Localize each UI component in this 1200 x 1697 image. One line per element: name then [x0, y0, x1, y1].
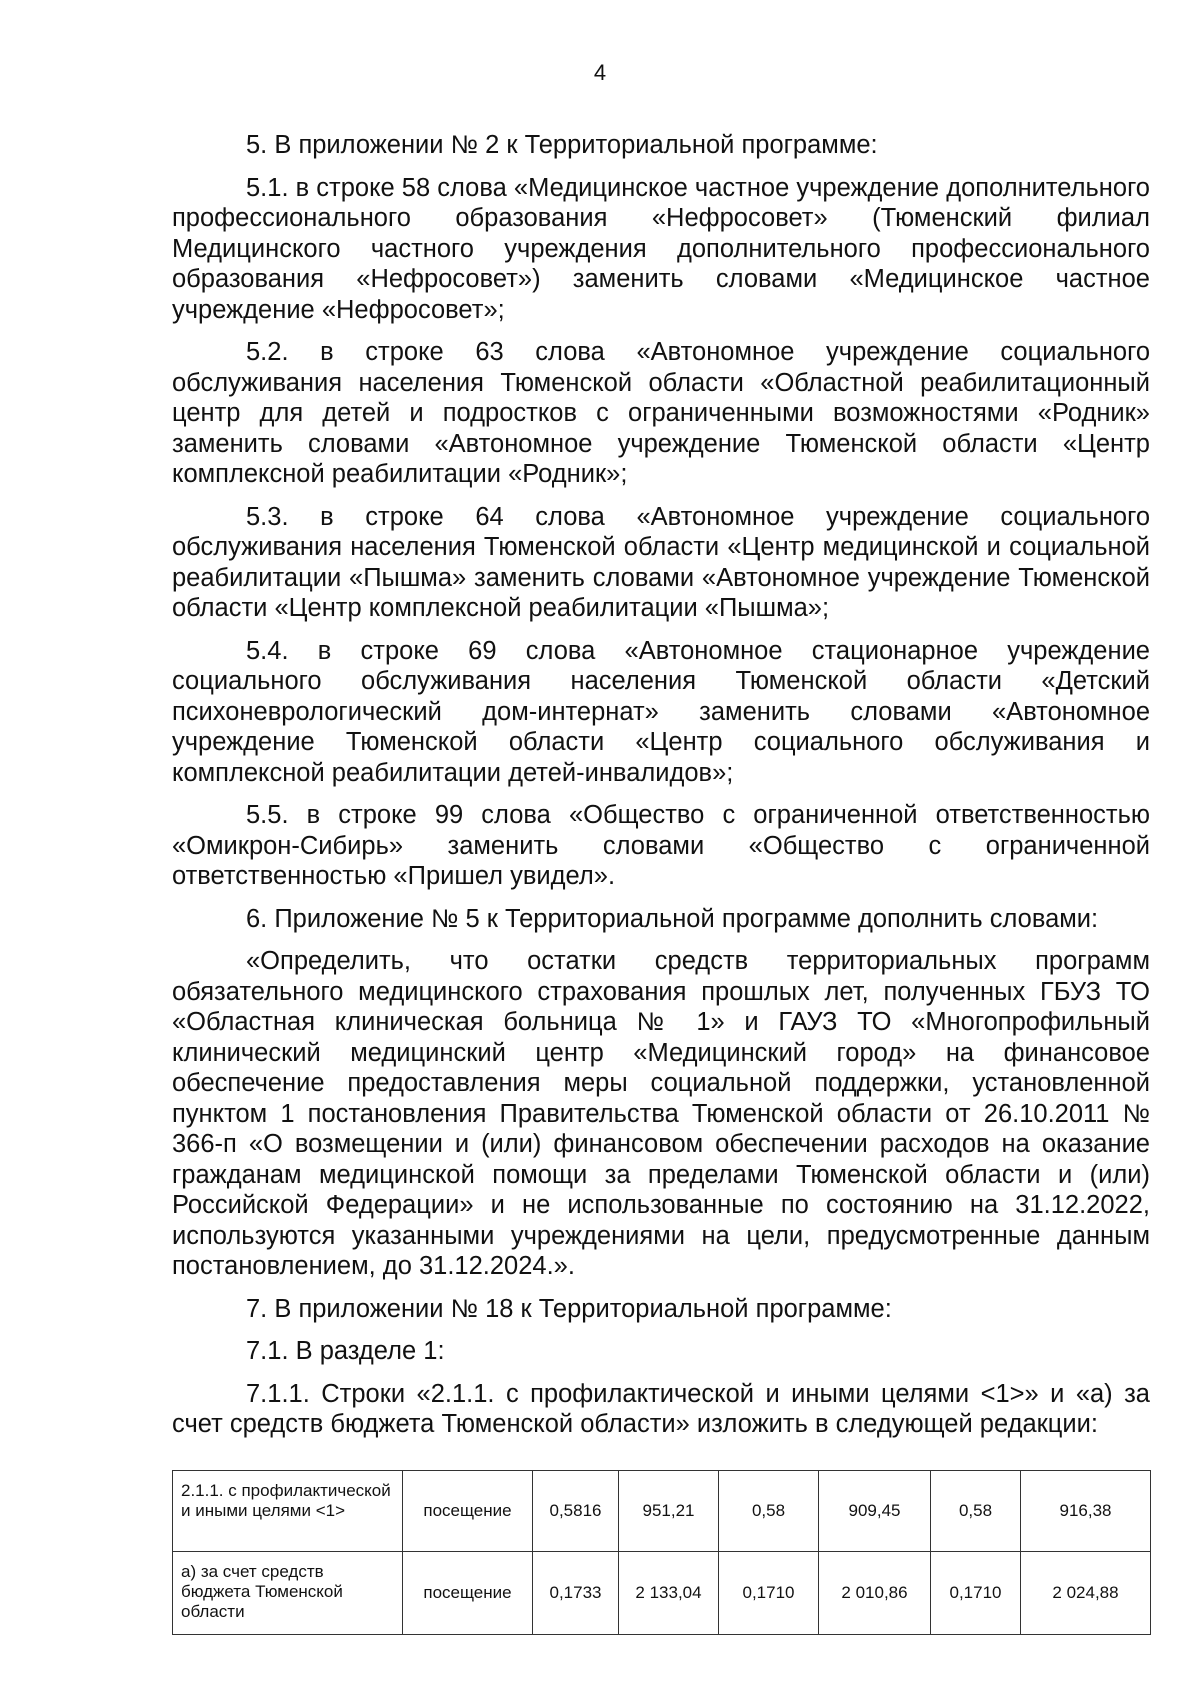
paragraph-7-1: 7.1. В разделе 1:	[246, 1337, 445, 1365]
table-cell: 916,38	[1021, 1471, 1151, 1552]
document-body	[172, 130, 1150, 1452]
table-cell: 0,1710	[719, 1552, 819, 1635]
table-row	[173, 1552, 1151, 1635]
amendment-table	[172, 1470, 1151, 1635]
table-cell-unit: посещение	[403, 1552, 533, 1635]
paragraph-5-3: 5.3. в строке 64 слова «Автономное учреждение социального обслуживания населения Тюменской области «Центр медицинской и социальной реабилитации «Пышма» заменить словами «Автономное учреждение Тюменской области «Центр комплексной реабилитации «Пышма»;	[172, 502, 1150, 622]
table-cell-indicator: 2.1.1. с профилактической и иными целями <1>	[173, 1471, 403, 1552]
table-cell: 0,1710	[931, 1552, 1021, 1635]
paragraph-6: 6. Приложение № 5 к Территориальной программе дополнить словами:	[246, 904, 1099, 933]
paragraph-6-quote: «Определить, что остатки средств территориальных программ обязательного медицинского страхования прошлых лет, полученных ГБУЗ ТО «Областная клиническая больница № 1» и ГАУЗ ТО «Многопрофильный клинический медицинский центр «Медицинский город» на финансовое обеспечение предоставления меры социальной поддержки, установленной пунктом 1 постановления Правительства Тюменской области от 26.10.2011 № 366-п «О возмещении и (или) финансовом обеспечении расходов на оказание гражданам медицинской помощи за пределами Тюменской области и (или) Российской Федерации» и не использованные по состоянию на 31.12.2022, используются указанными учреждениями на цели, предусмотренные данным постановлением, до 31.12.2024.».	[172, 947, 1150, 1280]
table-cell-indicator: а) за счет средств бюджета Тюменской области	[173, 1552, 403, 1635]
table-cell: 2 010,86	[819, 1552, 931, 1635]
table-cell: 0,58	[719, 1471, 819, 1552]
table-row	[173, 1471, 1151, 1552]
page-number: 4	[593, 60, 607, 85]
table-cell: 909,45	[819, 1471, 931, 1552]
table-cell: 0,5816	[533, 1471, 619, 1552]
table-cell-unit: посещение	[403, 1471, 533, 1552]
paragraph-5-2: 5.2. в строке 63 слова «Автономное учреждение социального обслуживания населения Тюменской области «Областной реабилитационный центр для детей и подростков с ограниченными возможностями «Родник» заменить словами «Автономное учреждение Тюменской области «Центр комплексной реабилитации «Родник»;	[172, 338, 1150, 488]
paragraph-7-1-1: 7.1.1. Строки «2.1.1. с профилактической и иными целями <1>» и «а) за счет средств бюджета Тюменской области» изложить в следующей редакции:	[172, 1379, 1150, 1438]
paragraph-5-5: 5.5. в строке 99 слова «Общество с ограниченной ответственностью «Омикрон-Сибирь» заменить словами «Общество с ограниченной ответственностью «Пришел увидел».	[172, 801, 1150, 890]
table-cell: 0,1733	[533, 1552, 619, 1635]
table-cell: 2 133,04	[619, 1552, 719, 1635]
table-cell: 0,58	[931, 1471, 1021, 1552]
paragraph-5-1: 5.1. в строке 58 слова «Медицинское частное учреждение дополнительного профессионального образования «Нефросовет» (Тюменский филиал Медицинского частного учреждения дополнительного профессионального образования «Нефросовет») заменить словами «Медицинское частное учреждение «Нефросовет»;	[172, 173, 1150, 324]
paragraph-5: 5. В приложении № 2 к Территориальной программе:	[246, 131, 878, 159]
paragraph-7: 7. В приложении № 18 к Территориальной программе:	[246, 1294, 892, 1323]
table-cell: 951,21	[619, 1471, 719, 1552]
table-cell: 2 024,88	[1021, 1552, 1151, 1635]
paragraph-5-4: 5.4. в строке 69 слова «Автономное стационарное учреждение социального обслуживания населения Тюменской области «Детский психоневрологический дом-интернат» заменить словами «Автономное учреждение Тюменской области «Центр социального обслуживания и комплексной реабилитации детей-инвалидов»;	[172, 636, 1150, 787]
